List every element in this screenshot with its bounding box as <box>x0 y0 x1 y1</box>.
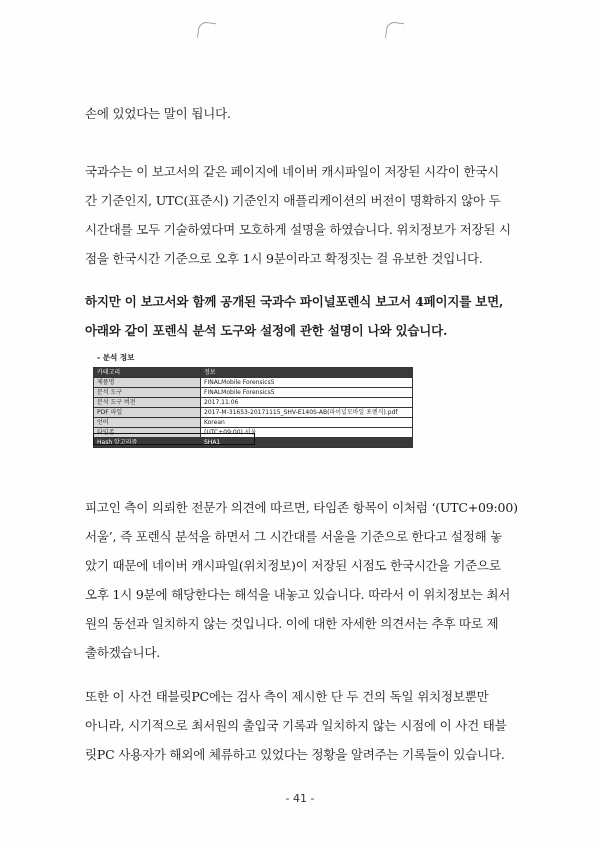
text-line: 국과수는 이 보고서의 같은 페이지에 네이버 캐시파일이 저장된 시각이 한국시 <box>85 164 499 179</box>
table-cell: FINALMobile Forensics5 <box>201 388 413 398</box>
paragraph-5 <box>85 682 510 769</box>
table-cell: 2017.11.06 <box>201 398 413 408</box>
table-cell: SHA1 <box>201 438 413 448</box>
text-line: 출하겠습니다. <box>85 645 161 660</box>
table-cell: (UTC+09:00) 서울 <box>201 428 413 438</box>
text-line: 릿PC 사용자가 해외에 체류하고 있었다는 정황을 알려주는 기록들이 있습니다. <box>85 747 505 762</box>
text-line: 원의 동선과 일치하지 않는 것입니다. 이에 대한 자세한 의견서는 추후 따로 제 <box>85 616 499 631</box>
text-line: 시간대를 모두 기술하였다며 모호하게 설명을 하였습니다. 위치정보가 저장된 시 <box>85 222 511 237</box>
table-cell: 분석 도구 <box>94 388 201 398</box>
text-line: 간 기준인지, UTC(표준시) 기준인지 애플리케이션의 버전이 명확하지 않아 두 <box>85 193 501 208</box>
table-header-cell: 정보 <box>201 368 413 378</box>
text-line: 았기 때문에 네이버 캐시파일(위치정보)이 저장된 시점도 한국시간을 기준으로 <box>85 558 501 573</box>
paragraph-4 <box>85 493 518 667</box>
analysis-info-table <box>93 367 413 448</box>
table-header-row <box>94 368 413 378</box>
text-line: 또한 이 사건 태블릿PC에는 검사 측이 제시한 단 두 건의 독일 위치정보뿐만 <box>85 689 489 704</box>
table-row <box>94 438 413 448</box>
table-cell: 2017-M-31653-20171115_SHV-E140S-AB(파이널모바일 포렌식).pdf <box>201 408 413 418</box>
paragraph-1 <box>85 99 510 128</box>
text-line: 피고인 측이 의뢰한 전문가 의견에 따르면, 타임존 항목이 이처럼 ‘(UTC+09:00) <box>85 500 518 515</box>
text-line: 손에 있었다는 말이 됩니다. <box>85 106 231 121</box>
table-cell: 분석 도구 버전 <box>94 398 201 408</box>
table-row-timezone <box>94 428 413 438</box>
table-cell: 제품명 <box>94 378 201 388</box>
table-cell: FINALMobile Forensics5 <box>201 378 413 388</box>
table-cell: 언어 <box>94 418 201 428</box>
table-cell: Korean <box>201 418 413 428</box>
paragraph-2 <box>85 157 510 273</box>
table-header-cell: 카테고리 <box>94 368 201 378</box>
text-line: 아니라, 시기적으로 최서원의 출입국 기록과 일치하지 않는 시점에 이 사건 태블 <box>85 718 507 733</box>
analysis-info-figure <box>93 352 413 448</box>
table-cell: PDF 파일 <box>94 408 201 418</box>
table-row <box>94 418 413 428</box>
page-number: - 41 - <box>285 792 315 805</box>
table-cell: 타임존 <box>94 428 201 438</box>
text-line: 오후 1시 9분에 해당한다는 해석을 내놓고 있습니다. 따라서 이 위치정보는 최서 <box>85 587 511 602</box>
table-row <box>94 398 413 408</box>
text-line: 아래와 같이 포렌식 분석 도구와 설정에 관한 설명이 나와 있습니다. <box>85 323 448 338</box>
binder-hole-mark-right <box>385 21 404 40</box>
table-container <box>93 367 413 448</box>
table-title: - 분석 정보 <box>97 353 135 362</box>
binder-hole-mark-left <box>197 21 216 40</box>
table-row <box>94 388 413 398</box>
text-line: 점을 한국시간 기준으로 오후 1시 9분이라고 확정짓는 걸 유보한 것입니다. <box>85 251 483 266</box>
paragraph-3 <box>85 287 510 345</box>
text-line: 하지만 이 보고서와 함께 공개된 국과수 파이널포렌식 보고서 4페이지를 보면, <box>85 294 504 309</box>
table-row <box>94 378 413 388</box>
table-cell: Hash 알고리즘 <box>94 438 201 448</box>
table-row <box>94 408 413 418</box>
text-line: 서울’, 즉 포렌식 분석을 하면서 그 시간대를 서울을 기준으로 한다고 설정해 놓 <box>85 529 503 544</box>
